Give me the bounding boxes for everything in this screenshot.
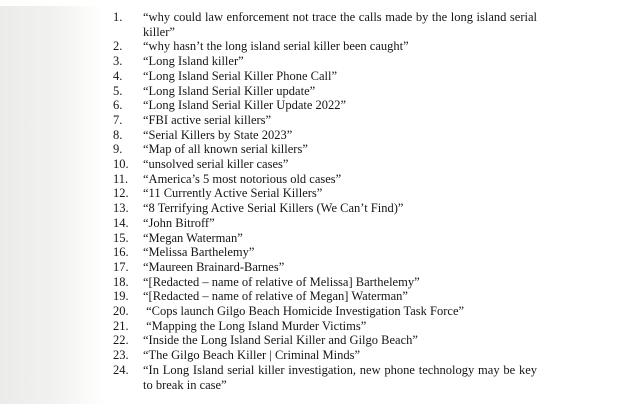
list-item-number: 12. [113,186,129,201]
list-item-text: “Map of all known serial killers” [143,142,308,157]
list-item-number: 8. [113,127,123,142]
search-queries-list [113,10,537,392]
list-item-number: 10. [113,157,129,172]
list-item [113,113,537,128]
list-item-number: 17. [113,259,129,274]
list-item-text: “why hasn’t the long island serial killer been caught” [143,39,409,54]
list-item-text: “Inside the Long Island Serial Killer and Gilgo Beach” [143,333,418,348]
list-item [113,304,537,319]
list-item-number: 11. [113,171,129,186]
list-item-number: 6. [113,98,123,113]
list-item-text: “In Long Island serial killer investigation, new phone technology may be key to break in case” [143,362,537,392]
list-item [113,84,537,99]
list-item-text: “Mapping the Long Island Murder Victims” [143,318,367,333]
list-item-number: 4. [113,68,123,83]
list-item-number: 5. [113,83,123,98]
list-item [113,157,537,172]
list-item [113,172,537,187]
list-item-number: 16. [113,245,129,260]
list-item-number: 23. [113,348,129,363]
list-item [113,10,537,39]
list-item [113,39,537,54]
list-item-number: 20. [113,304,129,319]
list-item [113,142,537,157]
list-item [113,98,537,113]
list-item-number: 21. [113,318,129,333]
list-item-number: 15. [113,230,129,245]
list-item-number: 9. [113,142,123,157]
list-item-text: “Long Island Serial Killer Update 2022” [143,98,347,113]
list-item-number: 1. [113,10,123,24]
list-item-text: “Long Island Serial Killer Phone Call” [143,68,338,83]
list-item-text: “[Redacted – name of relative of Megan] Waterman” [143,289,408,304]
scan-edge-shading [0,6,104,404]
list-item [113,260,537,275]
list-item [113,54,537,69]
list-item [113,186,537,201]
list-item-number: 2. [113,39,123,54]
list-item-text: “Long Island Serial Killer update” [143,83,316,98]
list-item [113,201,537,216]
list-item-text: “11 Currently Active Serial Killers” [143,186,323,201]
list-item-number: 22. [113,333,129,348]
list-item-number: 14. [113,215,129,230]
list-item [113,245,537,260]
list-item-text: “why could law enforcement not trace the calls made by the long island serial killer” [143,10,537,39]
list-item-number: 19. [113,289,129,304]
list-item [113,319,537,334]
list-item-text: “FBI active serial killers” [143,112,272,127]
list-item-number: 3. [113,54,123,69]
list-item [113,275,537,290]
list-item-text: “Megan Waterman” [143,230,243,245]
list-item [113,363,537,392]
list-item-number: 24. [113,362,129,377]
list-item-text: “The Gilgo Beach Killer | Criminal Minds” [143,348,361,363]
list-item-number: 13. [113,201,129,216]
list-item [113,333,537,348]
list-item-text: “John Bitroff” [143,215,215,230]
list-item [113,128,537,143]
list-item-text: “Serial Killers by State 2023” [143,127,293,142]
list-item-text: “America’s 5 most notorious old cases” [143,171,342,186]
list-item-number: 18. [113,274,129,289]
list-item [113,69,537,84]
list-item-text: “Long Island killer” [143,54,244,69]
list-item-text: “unsolved serial killer cases” [143,157,289,172]
list-item-text: “Cops launch Gilgo Beach Homicide Investigation Task Force” [143,304,465,319]
list-item [113,216,537,231]
list-item [113,231,537,246]
list-item-text: “8 Terrifying Active Serial Killers (We Can’t Find)” [143,201,404,216]
list-item-text: “Maureen Brainard-Barnes” [143,259,285,274]
list-item-text: “Melissa Barthelemy” [143,245,255,260]
list-item-number: 7. [113,112,123,127]
list-item [113,348,537,363]
list-item [113,289,537,304]
list-item-text: “[Redacted – name of relative of Melissa] Barthelemy” [143,274,420,289]
